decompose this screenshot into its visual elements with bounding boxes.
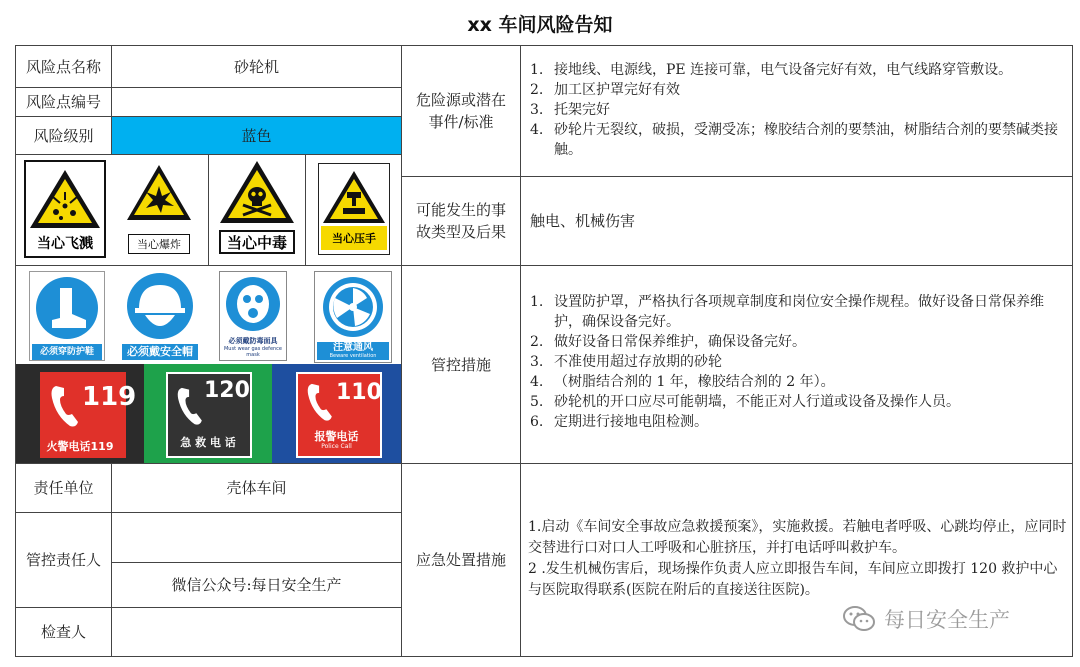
phone-sign-label: 报警电话 bbox=[314, 430, 359, 443]
label-emergency: 应急处置措施 bbox=[415, 551, 506, 569]
mandatory-sign bbox=[29, 271, 105, 361]
hazard-list bbox=[530, 60, 1068, 160]
telephone-icon bbox=[306, 382, 334, 422]
value-inspector bbox=[112, 608, 401, 656]
gas-mask-icon bbox=[220, 274, 286, 336]
mandatory-sign-sublabel: Must wear gas defence mask bbox=[223, 346, 283, 358]
list-item bbox=[530, 352, 1060, 372]
list-item-text: 设置防护罩，严格执行各项规章制度和岗位安全操作规程。做好设备日常保养维护，确保设备完好。 bbox=[554, 294, 1044, 330]
controller-note: 微信公众号:每日安全生产 bbox=[171, 576, 342, 594]
label-risk-level: 风险级别 bbox=[33, 126, 94, 145]
mandatory-sign-label: 必须戴防毒面具 bbox=[228, 337, 278, 345]
list-item-number: 4. bbox=[530, 374, 544, 390]
protective-boots-icon bbox=[30, 274, 104, 342]
list-item bbox=[530, 292, 1060, 332]
list-item-text: 砂轮片无裂纹，破损，受潮受冻；橡胶结合剂的要禁油，树脂结合剂的要禁碱类接触。 bbox=[554, 122, 1058, 158]
control-list bbox=[530, 292, 1060, 432]
telephone-icon bbox=[176, 386, 204, 426]
row-divider bbox=[15, 265, 1073, 266]
list-item-number: 6. bbox=[530, 414, 544, 430]
sign-divider bbox=[208, 154, 209, 265]
rescue-call-sign bbox=[144, 364, 272, 463]
warning-sign bbox=[24, 160, 106, 258]
mandatory-sign bbox=[122, 271, 198, 361]
list-item-number: 1. bbox=[530, 294, 544, 310]
list-item-text: 做好设备日常保养维护，确保设备完好。 bbox=[554, 334, 806, 350]
mandatory-sign-label: 必须戴安全帽 bbox=[122, 344, 198, 360]
mandatory-sign-label: 注意通风 bbox=[317, 342, 389, 360]
column-divider bbox=[520, 45, 521, 657]
list-item-number: 2. bbox=[530, 334, 544, 350]
telephone-icon bbox=[50, 384, 80, 428]
warning-sign bbox=[118, 160, 200, 258]
label-responsible-unit: 责任单位 bbox=[33, 479, 94, 497]
warning-sign bbox=[214, 158, 300, 258]
list-item bbox=[530, 60, 1068, 80]
phone-sign-label: 火警电话119 bbox=[46, 440, 114, 453]
sign-divider bbox=[305, 154, 306, 265]
value-accident: 触电、机械伤害 bbox=[530, 212, 636, 230]
phone-number: 120 bbox=[204, 378, 250, 403]
mandatory-sign-label: 必须穿防护鞋 bbox=[32, 344, 102, 360]
list-item-text: 定期进行接地电阻检测。 bbox=[554, 414, 708, 430]
page-title: xx 车间风险告知 bbox=[467, 14, 613, 36]
phone-number: 119 bbox=[82, 382, 137, 412]
value-risk-code bbox=[112, 88, 401, 116]
phone-sign-sublabel: Police Call bbox=[321, 443, 352, 450]
list-item bbox=[530, 412, 1060, 432]
label-risk-name: 风险点名称 bbox=[25, 57, 101, 76]
list-item-text: （树脂结合剂的 1 年，橡胶结合剂的 2 年）。 bbox=[554, 374, 835, 390]
list-item-text: 加工区护罩完好有效 bbox=[554, 82, 680, 98]
list-item: 2 .发生机械伤害后，现场操作负责人应立即报告车间，车间应立即拨打 120 救护中心与医院取得联系(医院在附后的直接送往医院)。 bbox=[528, 561, 1058, 598]
list-item bbox=[530, 120, 1068, 160]
wechat-icon bbox=[842, 604, 876, 634]
value-responsible-unit: 壳体车间 bbox=[226, 479, 287, 497]
list-item-number: 3. bbox=[530, 354, 544, 370]
warning-sign-label: 当心压手 bbox=[332, 232, 376, 245]
table-border-bottom bbox=[15, 656, 1073, 657]
list-item-number: 2. bbox=[530, 82, 544, 98]
phone-number: 110 bbox=[336, 380, 382, 405]
list-item bbox=[530, 372, 1060, 392]
list-item-text: 砂轮机的开口应尽可能朝墙，不能正对人行道或设备及操作人员。 bbox=[554, 394, 960, 410]
list-item-number: 5. bbox=[530, 394, 544, 410]
flying-debris-icon bbox=[26, 166, 104, 232]
list-item-text: 接地线、电源线，PE 连接可靠，电气设备完好有效，电气线路穿管敷设。 bbox=[554, 62, 1013, 78]
warning-sign-label: 当心爆炸 bbox=[137, 238, 181, 251]
label-inspector: 检查人 bbox=[40, 623, 86, 641]
safety-helmet-icon bbox=[123, 271, 197, 341]
label-control: 管控措施 bbox=[430, 355, 491, 374]
watermark-text: 每日安全生产 bbox=[884, 608, 1010, 632]
list-item-number: 3. bbox=[530, 102, 544, 118]
warning-sign bbox=[318, 163, 390, 255]
list-item bbox=[530, 392, 1060, 412]
list-item-number: 4. bbox=[530, 122, 544, 138]
list-item: 1.启动《车间安全事故应急救援预案》，实施救援。若触电者呼吸、心跳均停止，应同时交替进行口对口人工呼吸和心脏挤压，并打电话呼叫救护车。 bbox=[528, 519, 1067, 556]
list-item-text: 不准使用超过存放期的砂轮 bbox=[554, 354, 722, 370]
label-risk-code: 风险点编号 bbox=[25, 93, 101, 111]
explosion-icon bbox=[124, 162, 194, 224]
ventilation-icon bbox=[315, 274, 391, 340]
label-hazard: 危险源或潜在事件/标准 bbox=[415, 91, 506, 131]
list-item-number: 1. bbox=[530, 62, 544, 78]
table-border-right bbox=[1072, 45, 1073, 657]
warning-sign-label: 当心飞溅 bbox=[37, 236, 93, 252]
mandatory-sign bbox=[219, 271, 287, 361]
list-item bbox=[530, 332, 1060, 352]
warning-sign-label: 当心中毒 bbox=[226, 234, 287, 252]
watermark bbox=[842, 604, 1010, 634]
fire-call-sign bbox=[16, 364, 144, 463]
value-risk-name: 砂轮机 bbox=[233, 57, 279, 76]
label-controller: 管控责任人 bbox=[25, 551, 101, 569]
value-risk-level: 蓝色 bbox=[112, 117, 401, 154]
list-item-text: 托架完好 bbox=[554, 102, 610, 118]
police-call-sign bbox=[272, 364, 401, 463]
crush-hand-icon bbox=[319, 168, 389, 226]
poison-icon bbox=[217, 158, 297, 226]
label-accident: 可能发生的事故类型及后果 bbox=[415, 201, 506, 241]
mandatory-sign-sublabel: Beware ventilation bbox=[329, 353, 377, 359]
emergency-list bbox=[528, 517, 1068, 601]
phone-sign-label: 急 救 电 话 bbox=[180, 436, 236, 449]
mandatory-sign bbox=[314, 271, 392, 363]
list-item bbox=[530, 100, 1068, 120]
list-item bbox=[530, 80, 1068, 100]
